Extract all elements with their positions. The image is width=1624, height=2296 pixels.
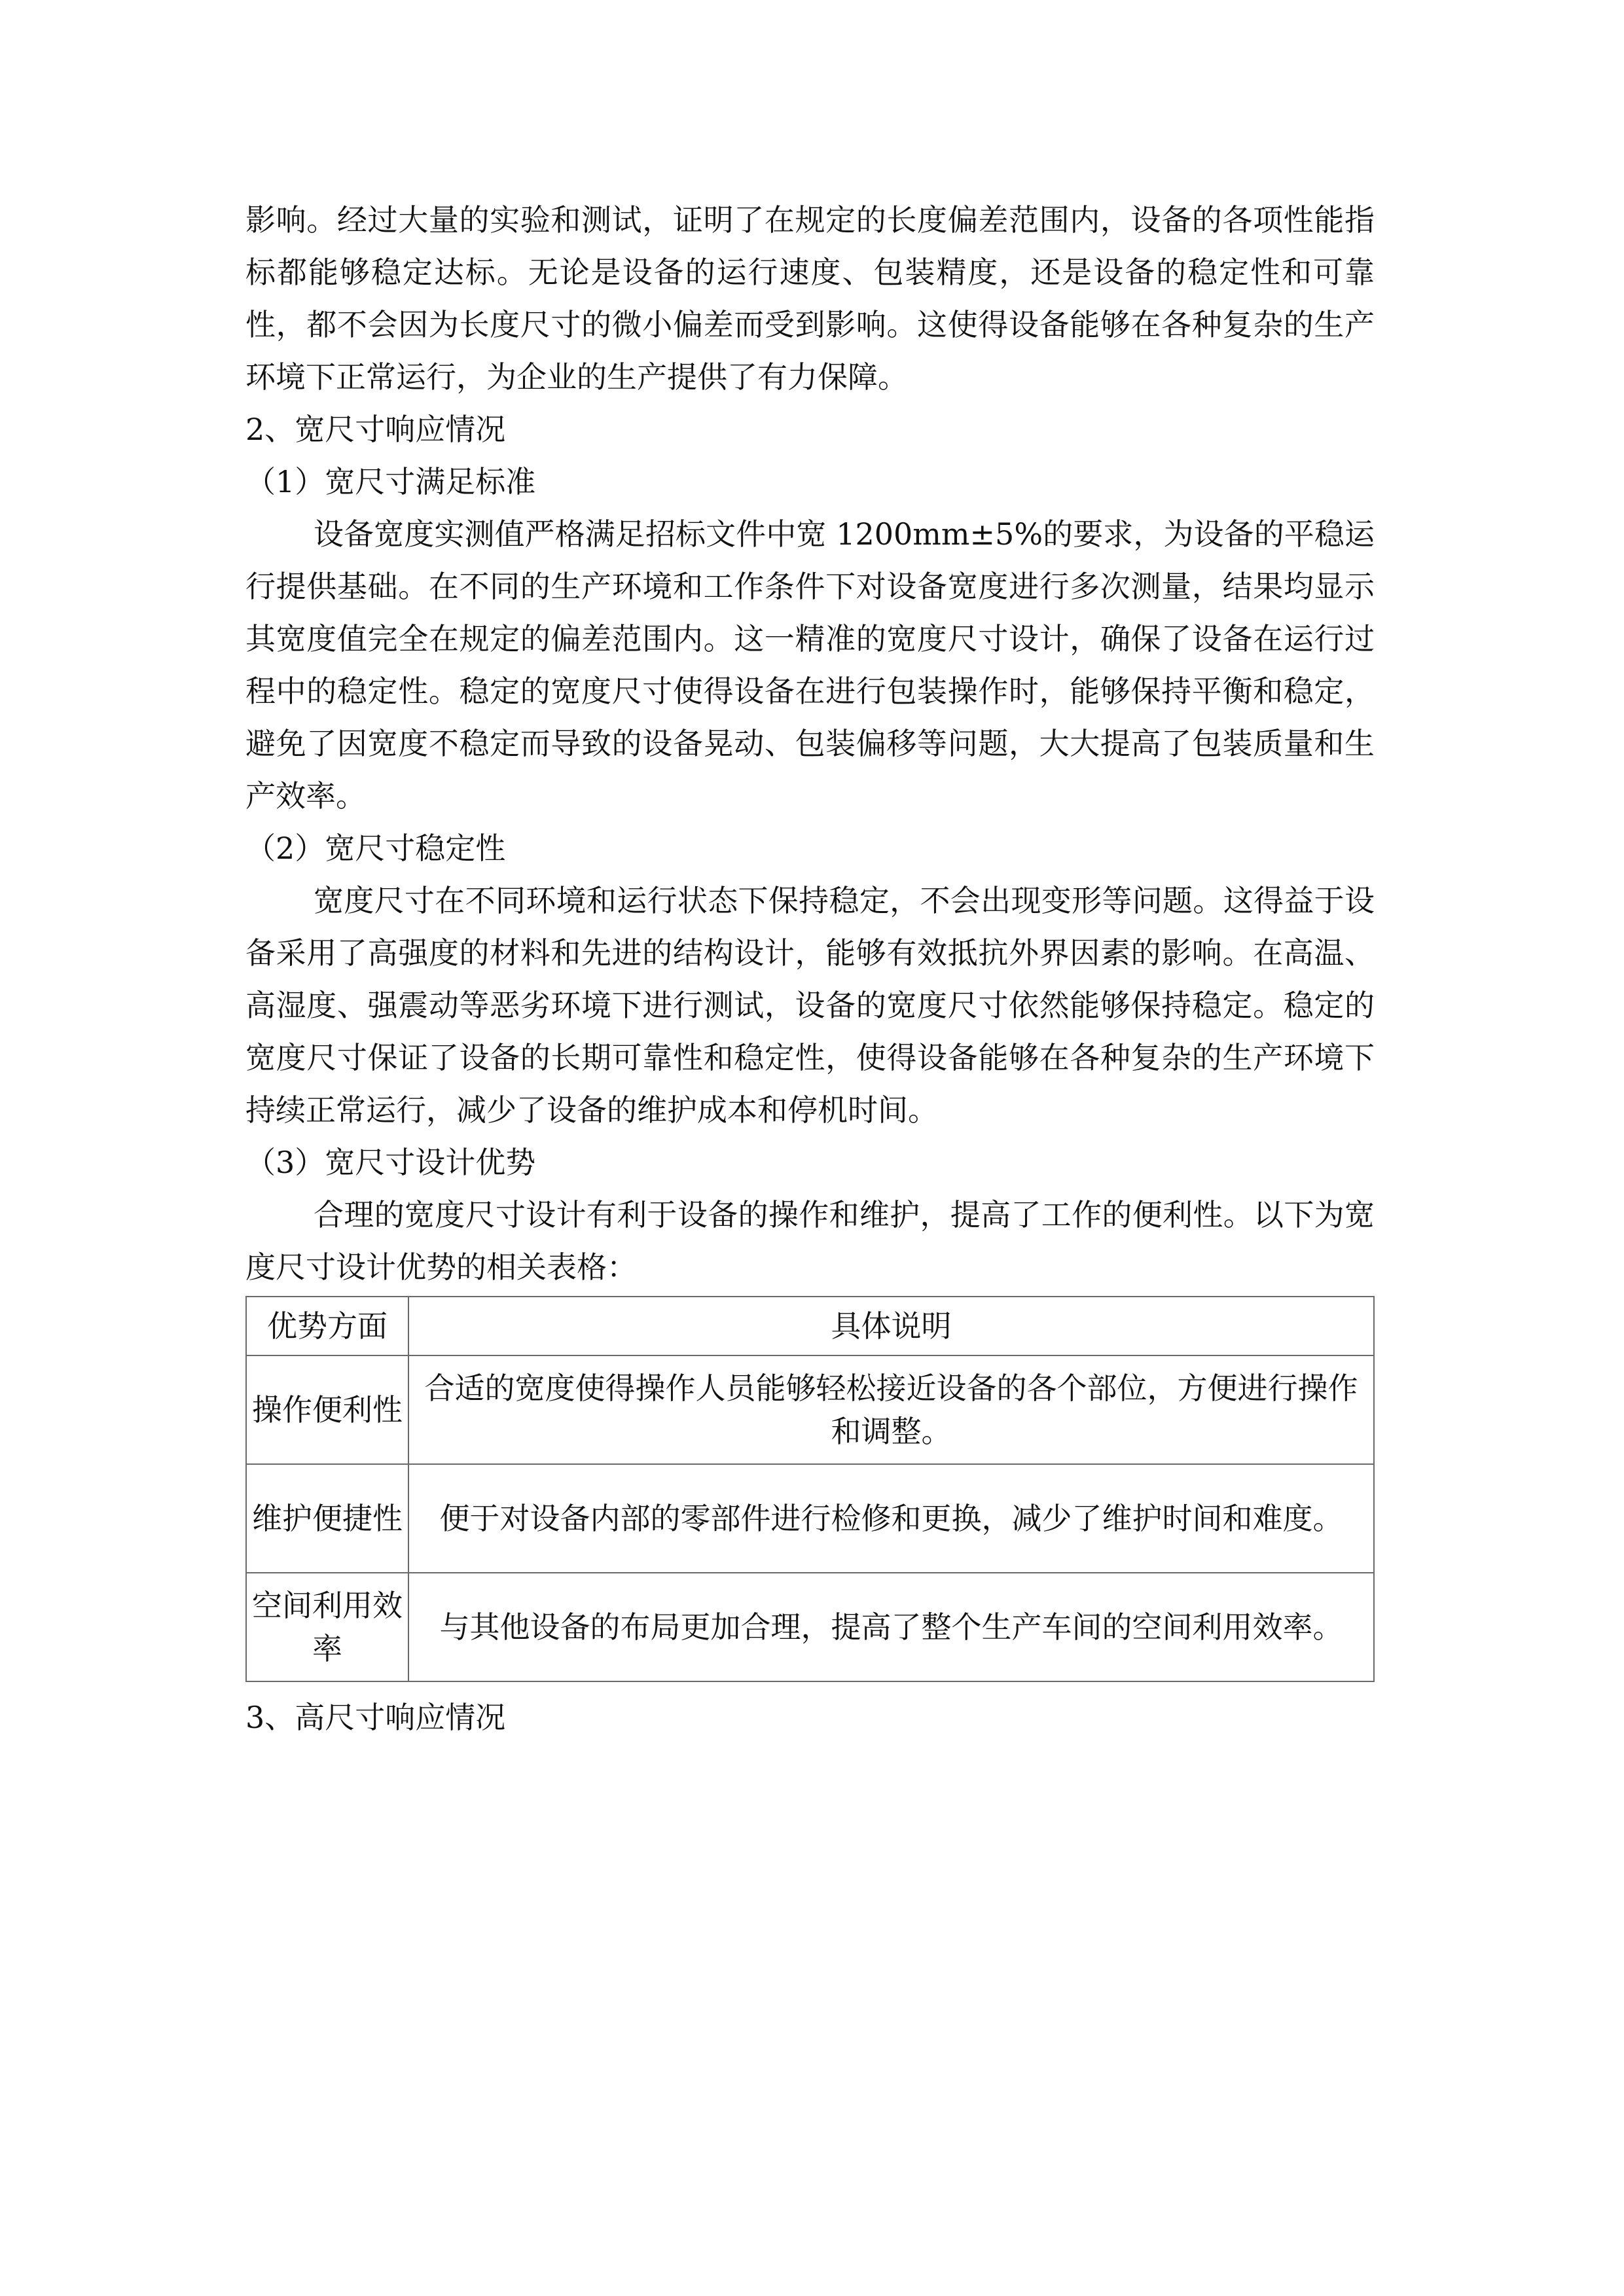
table-header-row — [246, 1297, 1374, 1355]
table-cell-aspect: 空间利用效率 — [246, 1573, 408, 1681]
subsection-3-paragraph: 合理的宽度尺寸设计有利于设备的操作和维护，提高了工作的便利性。以下为宽度尺寸设计优势的相关表格： — [245, 1197, 1375, 1285]
table-cell-description: 与其他设备的布局更加合理，提高了整个生产车间的空间利用效率。 — [408, 1573, 1374, 1681]
table-row — [246, 1355, 1374, 1464]
advantages-table-wrapper — [245, 1296, 1375, 1682]
advantages-table — [245, 1296, 1375, 1682]
subsection-3-heading: （3）宽尺寸设计优势 — [245, 1145, 536, 1180]
table-row — [246, 1573, 1374, 1681]
intro-paragraph: 影响。经过大量的实验和测试，证明了在规定的长度偏差范围内，设备的各项性能指标都能够稳定达标。无论是设备的运行速度、包装精度，还是设备的稳定性和可靠性，都不会因为长度尺寸的微小偏差而受到影响。这使得设备能够在各种复杂的生产环境下正常运行，为企业的生产提供了有力保障。 — [245, 202, 1375, 395]
subsection-1-heading: （1）宽尺寸满足标准 — [245, 464, 536, 499]
table-header-description: 具体说明 — [408, 1297, 1374, 1355]
table-header-aspect: 优势方面 — [246, 1297, 408, 1355]
table-cell-aspect: 操作便利性 — [246, 1355, 408, 1464]
section-3-heading: 3、高尺寸响应情况 — [245, 1700, 506, 1735]
subsection-1-paragraph: 设备宽度实测值严格满足招标文件中宽 1200mm±5%的要求，为设备的平稳运行提供基础。在不同的生产环境和工作条件下对设备宽度进行多次测量，结果均显示其宽度值完全在规定的偏差范围内。这一精准的宽度尺寸设计，确保了设备在运行过程中的稳定性。稳定的宽度尺寸使得设备在进行包装操作时，能够保持平衡和稳定，避免了因宽度不稳定而导致的设备晃动、包装偏移等问题，大大提高了包装质量和生产效率。 — [245, 516, 1375, 814]
table-cell-description: 合适的宽度使得操作人员能够轻松接近设备的各个部位，方便进行操作和调整。 — [408, 1355, 1374, 1464]
subsection-2-heading: （2）宽尺寸稳定性 — [245, 831, 506, 866]
table-cell-description: 便于对设备内部的零部件进行检修和更换，减少了维护时间和难度。 — [408, 1464, 1374, 1573]
section-2-heading: 2、宽尺寸响应情况 — [245, 412, 506, 447]
subsection-2-paragraph: 宽度尺寸在不同环境和运行状态下保持稳定，不会出现变形等问题。这得益于设备采用了高强度的材料和先进的结构设计，能够有效抵抗外界因素的影响。在高温、高湿度、强震动等恶劣环境下进行测试，设备的宽度尺寸依然能够保持稳定。稳定的宽度尺寸保证了设备的长期可靠性和稳定性，使得设备能够在各种复杂的生产环境下持续正常运行，减少了设备的维护成本和停机时间。 — [245, 883, 1375, 1128]
table-cell-aspect: 维护便捷性 — [246, 1464, 408, 1573]
table-row — [246, 1464, 1374, 1573]
document-body — [245, 194, 1375, 1744]
